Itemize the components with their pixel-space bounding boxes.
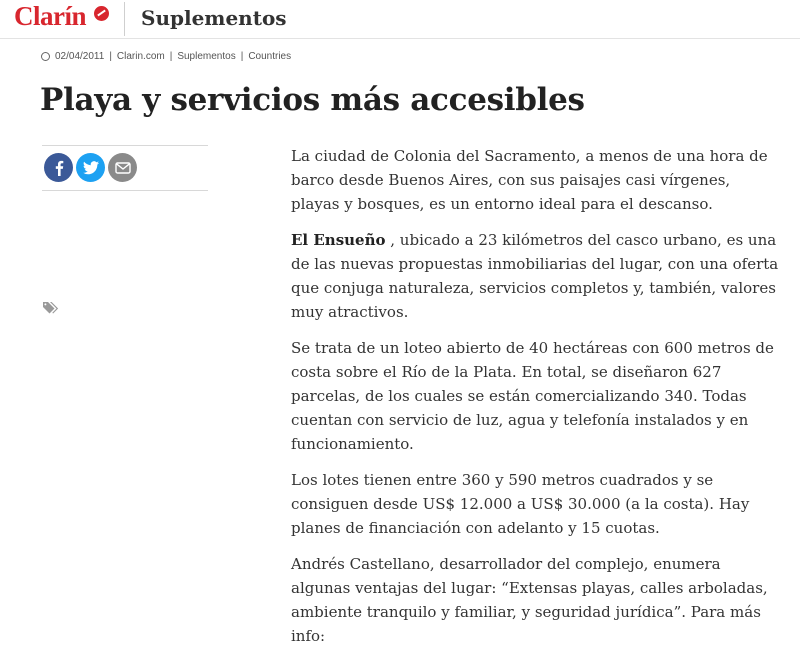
header-divider (124, 2, 125, 36)
share-buttons (44, 153, 137, 182)
mail-icon (115, 162, 131, 174)
breadcrumb-subsection-link[interactable]: Countries (248, 51, 292, 62)
article-paragraph: Andrés Castellano, desarrollador del complejo, enumera algunas ventajas del lugar: “Extensas playas, calles arboladas, ambiente tranquilo y familiar, y seguridad jurídica”. Para más info: (291, 555, 768, 645)
breadcrumb-separator: | (109, 51, 112, 62)
article-date: 02/04/2011 (55, 51, 105, 62)
article-body (291, 144, 781, 660)
logo-mark-icon (94, 6, 109, 21)
share-rule-bottom (42, 190, 208, 191)
facebook-share-button[interactable] (44, 153, 73, 182)
top-bar (0, 0, 800, 39)
article-paragraph: Se trata de un loteo abierto de 40 hectáreas con 600 metros de costa sobre el Río de la Plata. En total, se diseñaron 627 parcelas, de los cuales se están comercializando 340. Todas cuentan con servicio de luz, agua y telefonía instalados y en funcionamiento. (291, 339, 774, 453)
twitter-icon (83, 161, 99, 175)
article-paragraph (291, 228, 781, 324)
article-title: Playa y servicios más accesibles (40, 82, 585, 118)
article-paragraph: Los lotes tienen entre 360 y 590 metros cuadrados y se consiguen desde US$ 12.000 a US$ 30.000 (a la costa). Hay planes de financiación con adelanto y 15 cuotas. (291, 471, 750, 537)
breadcrumb-source-link[interactable]: Clarin.com (116, 51, 165, 62)
clock-icon (41, 52, 50, 61)
clarin-logo[interactable]: Clarín (14, 1, 87, 31)
tags-icon[interactable] (43, 300, 60, 319)
section-title-link[interactable]: Suplementos (141, 6, 287, 30)
facebook-icon (52, 160, 66, 176)
breadcrumb-section-link[interactable]: Suplementos (177, 51, 236, 62)
share-rule-top (42, 145, 208, 146)
breadcrumb (41, 51, 291, 62)
property-name: El Ensueño (291, 231, 386, 249)
breadcrumb-separator: | (240, 51, 244, 62)
article-paragraph: La ciudad de Colonia del Sacramento, a menos de una hora de barco desde Buenos Aires, con sus paisajes casi vírgenes, playas y bosques, es un entorno ideal para el descanso. (291, 147, 768, 213)
paragraph-text: , ubicado a 23 kilómetros del casco urbano, es una de las nuevas propuestas inmobiliarias del lugar, con una oferta que conjuga naturaleza, servicios completos y, también, valores muy atractivos. (291, 231, 779, 321)
twitter-share-button[interactable] (76, 153, 105, 182)
mail-share-button[interactable] (108, 153, 137, 182)
breadcrumb-separator: | (169, 51, 173, 62)
